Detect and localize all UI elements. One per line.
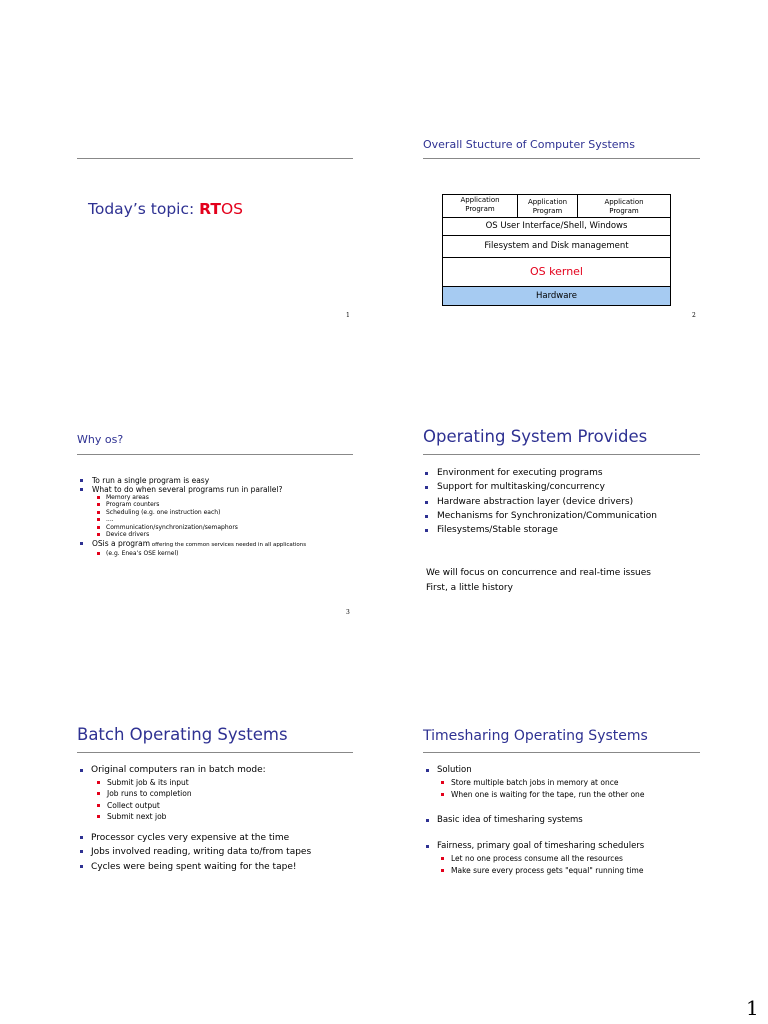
slide-6-title: Timesharing Operating Systems (423, 728, 648, 744)
slide-3-bullet-list (77, 476, 306, 558)
list-subitem: Submit next job (77, 811, 311, 823)
list-subitem: Collect output (77, 800, 311, 812)
list-item: Hardware abstraction layer (device drivers) (423, 495, 657, 509)
list-subitem: Communication/synchronization/semaphors (77, 524, 306, 531)
slide-3-title: Why os? (77, 433, 124, 446)
page-number: 1 (746, 996, 759, 1020)
list-subitem: Job runs to completion (77, 788, 311, 800)
slide-4-bullet-list (423, 466, 657, 537)
list-item: To run a single program is easy (77, 476, 306, 485)
list-subitem: Scheduling (e.g. one instruction each) (77, 509, 306, 516)
history-line: First, a little history (426, 582, 513, 593)
list-subitem: Program counters (77, 501, 306, 508)
list-item: Solution (423, 764, 644, 777)
slide-2-number: 2 (692, 312, 696, 319)
list-item: Original computers ran in batch mode: (77, 764, 311, 777)
os-structure-diagram (442, 194, 671, 306)
list-item: OSis a program offering the common services needed in all applications (77, 539, 306, 550)
slide-4-rule (423, 454, 700, 455)
filesystem-layer: Filesystem and Disk management (443, 235, 670, 257)
hardware-layer: Hardware (443, 286, 670, 305)
slide-6-bullet-list (423, 764, 644, 878)
slide-4-title: Operating System Provides (423, 427, 648, 446)
list-subitem: Memory areas (77, 494, 306, 501)
slide-3-rule (77, 454, 353, 455)
list-subitem: Device drivers (77, 531, 306, 538)
focus-line: We will focus on concurrence and real-time issues (426, 568, 651, 578)
app-program-box-1: Application Program (443, 195, 518, 217)
list-subitem: .... (77, 516, 306, 523)
slide-1-title-prefix: Today’s topic: (88, 200, 200, 218)
list-item: Filesystems/Stable storage (423, 523, 657, 537)
list-subitem: Let no one process consume all the resources (423, 853, 644, 866)
list-subitem: Submit job & its input (77, 777, 311, 789)
list-item: Environment for executing programs (423, 466, 657, 480)
list-item: Mechanisms for Synchronization/Communication (423, 509, 657, 523)
shell-layer: OS User Interface/Shell, Windows (443, 217, 670, 235)
list-subitem: Make sure every process gets "equal" running time (423, 865, 644, 878)
slide-5-rule (77, 752, 353, 753)
slide-1-title (88, 200, 243, 218)
app-program-box-3: Application Program (604, 198, 644, 215)
slide-2-title: Overall Stucture of Computer Systems (423, 138, 635, 151)
slide-2-rule (423, 158, 700, 159)
list-item: Processor cycles very expensive at the time (77, 831, 311, 846)
slide-1-rule (77, 158, 353, 159)
list-item: Support for multitasking/concurrency (423, 480, 657, 494)
list-item: Jobs involved reading, writing data to/from tapes (77, 845, 311, 860)
list-subitem: Store multiple batch jobs in memory at once (423, 777, 644, 790)
kernel-layer: OS kernel (443, 257, 670, 286)
slide-1-title-rt: RT (199, 200, 221, 218)
list-item: Basic idea of timesharing systems (423, 814, 644, 827)
app-program-box-2: Application Program (518, 195, 578, 217)
slide-3-number: 3 (346, 609, 350, 616)
list-item: What to do when several programs run in parallel? (77, 485, 306, 494)
slide-1-number: 1 (346, 312, 350, 319)
list-subitem: (e.g. Enea’s OSE kernel) (77, 550, 306, 557)
list-item: Cycles were being spent waiting for the tape! (77, 860, 311, 875)
list-item: Fairness, primary goal of timesharing schedulers (423, 840, 644, 853)
slide-5-title: Batch Operating Systems (77, 725, 288, 744)
slide-4-focus-text (426, 566, 651, 595)
list-subitem: When one is waiting for the tape, run the other one (423, 789, 644, 802)
slide-6-rule (423, 752, 700, 753)
slide-1-title-os: OS (220, 200, 243, 218)
slide-5-bullet-list (77, 764, 311, 874)
